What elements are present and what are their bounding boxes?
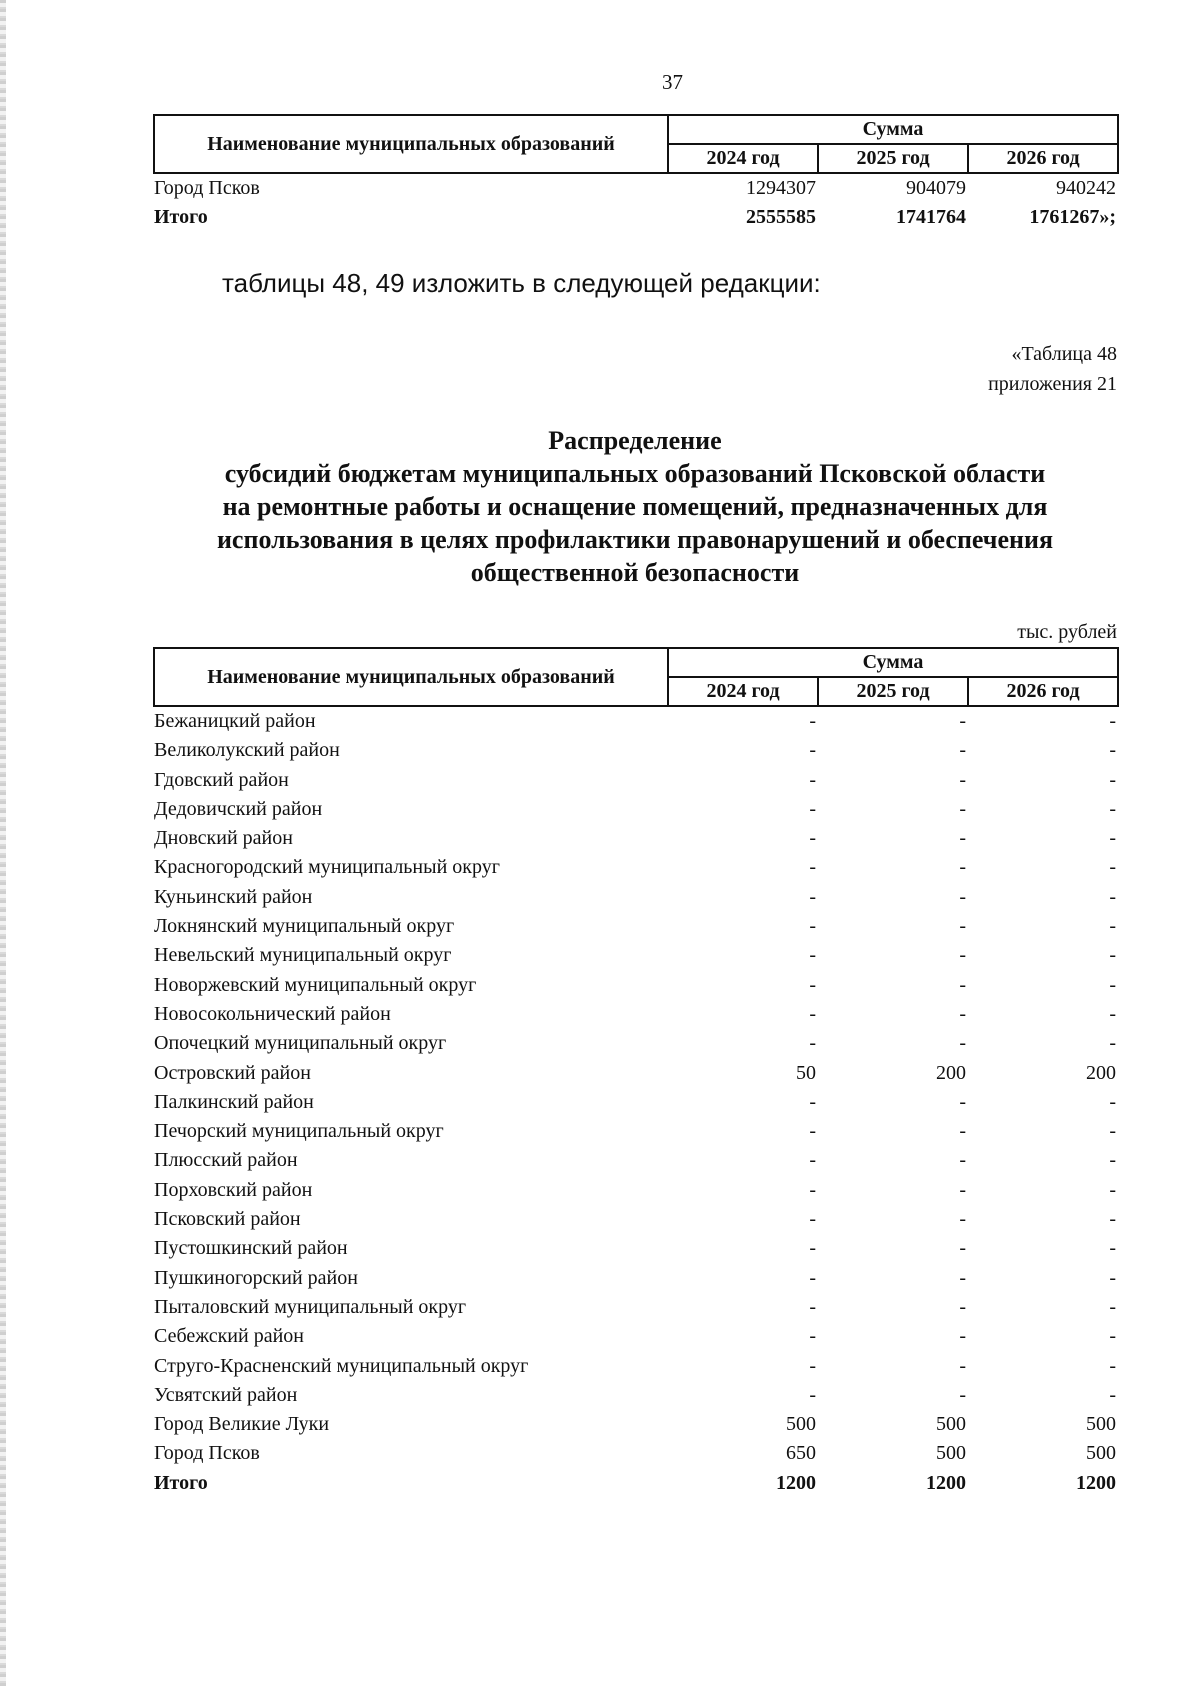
amount-2026: 500 bbox=[1086, 1442, 1116, 1465]
table-row bbox=[154, 1000, 1118, 1029]
amount-2025: - bbox=[959, 973, 966, 996]
amount-2026: - bbox=[1109, 915, 1116, 938]
amount-2026: - bbox=[1109, 1120, 1116, 1143]
amount-2026: - bbox=[1109, 1149, 1116, 1172]
amount-2025: - bbox=[959, 1120, 966, 1143]
amount-2024: - bbox=[809, 827, 816, 850]
table-reference bbox=[988, 339, 1117, 399]
amount-2024: 650 bbox=[786, 1442, 816, 1465]
amount-2025: - bbox=[959, 885, 966, 908]
municipality-name: Дедовичский район bbox=[154, 797, 323, 820]
amount-2026: - bbox=[1109, 1178, 1116, 1201]
header-sum: Сумма bbox=[668, 115, 1118, 144]
subsidy-table-48 bbox=[153, 647, 1119, 1498]
title-line: Распределение bbox=[548, 426, 722, 455]
municipality-name: Город Псков bbox=[154, 1442, 260, 1465]
subsidy-table-previous bbox=[153, 114, 1119, 233]
header-year-2026: 2026 год bbox=[968, 144, 1118, 173]
amount-2025: - bbox=[959, 739, 966, 762]
amount-2024: 1294307 bbox=[746, 177, 816, 199]
table-row bbox=[154, 1234, 1118, 1263]
table-row bbox=[154, 766, 1118, 795]
table-row bbox=[154, 706, 1118, 736]
amount-2025: - bbox=[959, 1383, 966, 1406]
table-row bbox=[154, 1029, 1118, 1058]
municipality-name: Великолукский район bbox=[154, 739, 340, 762]
table-row bbox=[154, 1205, 1118, 1234]
municipality-name: Себежский район bbox=[154, 1325, 304, 1348]
table-row bbox=[154, 1264, 1118, 1293]
table-row bbox=[154, 795, 1118, 824]
amount-2026: - bbox=[1109, 1354, 1116, 1377]
title-line: общественной безопасности bbox=[470, 558, 800, 587]
municipality-name: Новоржевский муниципальный округ bbox=[154, 973, 477, 996]
municipality-name: Красногородский муниципальный округ bbox=[154, 856, 500, 879]
table-row bbox=[154, 1059, 1118, 1088]
municipality-name: Локнянский муниципальный округ bbox=[154, 915, 455, 938]
amount-2025: - bbox=[959, 1354, 966, 1377]
amount-2026: - bbox=[1109, 856, 1116, 879]
amount-2026: - bbox=[1109, 1383, 1116, 1406]
header-year-2024: 2024 год bbox=[668, 677, 818, 706]
document-title bbox=[150, 424, 1120, 589]
amount-2024: - bbox=[809, 1295, 816, 1318]
amount-2024: - bbox=[809, 739, 816, 762]
municipality-name: Новосокольнический район bbox=[154, 1002, 391, 1025]
table-row bbox=[154, 1293, 1118, 1322]
amount-2025: - bbox=[959, 710, 966, 732]
municipality-name: Бежаницкий район bbox=[154, 710, 316, 732]
amount-2026: - bbox=[1109, 1325, 1116, 1348]
table-row bbox=[154, 1088, 1118, 1117]
municipality-name: Куньинский район bbox=[154, 885, 313, 908]
table-reference-line: «Таблица 48 bbox=[1011, 343, 1117, 365]
header-municipality: Наименование муниципальных образований bbox=[154, 648, 668, 706]
table-row bbox=[154, 1439, 1118, 1468]
table-row bbox=[154, 736, 1118, 765]
amount-2024: 2555585 bbox=[746, 206, 816, 229]
municipality-name: Плюсский район bbox=[154, 1149, 298, 1172]
amount-2024: - bbox=[809, 1002, 816, 1025]
municipality-name: Невельский муниципальный округ bbox=[154, 944, 452, 967]
amount-2026: - bbox=[1109, 1002, 1116, 1025]
amount-2025: 1741764 bbox=[896, 206, 966, 229]
amount-2025: - bbox=[959, 1208, 966, 1231]
amount-2026: - bbox=[1109, 1295, 1116, 1318]
table-reference-line: приложения 21 bbox=[988, 373, 1117, 395]
amount-2025: - bbox=[959, 1325, 966, 1348]
amount-2026: 500 bbox=[1086, 1413, 1116, 1436]
amount-2024: - bbox=[809, 1237, 816, 1260]
table-row bbox=[154, 941, 1118, 970]
amount-2024: - bbox=[809, 1120, 816, 1143]
amount-2025: 500 bbox=[936, 1442, 966, 1465]
table-row bbox=[154, 1381, 1118, 1410]
municipality-name: Итого bbox=[154, 206, 208, 229]
amount-2025: - bbox=[959, 1295, 966, 1318]
amount-2024: - bbox=[809, 1090, 816, 1113]
table-row bbox=[154, 1117, 1118, 1146]
amount-2024: - bbox=[809, 768, 816, 791]
table-body bbox=[154, 706, 1118, 1498]
amount-2024: - bbox=[809, 1354, 816, 1377]
table-row bbox=[154, 883, 1118, 912]
amount-2024: - bbox=[809, 1266, 816, 1289]
municipality-name: Итого bbox=[154, 1471, 208, 1494]
amount-2024: - bbox=[809, 1325, 816, 1348]
amount-2025: - bbox=[959, 856, 966, 879]
amount-2025: - bbox=[959, 1090, 966, 1113]
amount-2024: 50 bbox=[796, 1061, 816, 1084]
amount-2026: - bbox=[1109, 1208, 1116, 1231]
amount-2024: - bbox=[809, 1149, 816, 1172]
table-body bbox=[154, 173, 1118, 233]
header-year-2026: 2026 год bbox=[968, 677, 1118, 706]
municipality-name: Порховский район bbox=[154, 1178, 313, 1201]
amount-2025: 200 bbox=[936, 1061, 966, 1084]
table-row bbox=[154, 912, 1118, 941]
amount-2026: 1200 bbox=[1076, 1471, 1116, 1494]
amount-2024: - bbox=[809, 973, 816, 996]
header-sum: Сумма bbox=[668, 648, 1118, 677]
header-year-2025: 2025 год bbox=[818, 677, 968, 706]
amount-2024: - bbox=[809, 797, 816, 820]
title-line: использования в целях профилактики правонарушений и обеспечения bbox=[216, 525, 1054, 554]
municipality-name: Город Великие Луки bbox=[154, 1413, 330, 1436]
municipality-name: Город Псков bbox=[154, 177, 260, 199]
amount-2025: - bbox=[959, 944, 966, 967]
municipality-name: Струго-Красненский муниципальный округ bbox=[154, 1354, 529, 1377]
municipality-name: Палкинский район bbox=[154, 1090, 314, 1113]
amount-2025: - bbox=[959, 797, 966, 820]
municipality-name: Гдовский район bbox=[154, 768, 289, 791]
amendment-note: таблицы 48, 49 изложить в следующей редакции: bbox=[222, 268, 821, 298]
amount-2025: - bbox=[959, 1178, 966, 1201]
municipality-name: Пушкиногорский район bbox=[154, 1266, 358, 1289]
amount-2025: 904079 bbox=[906, 177, 966, 199]
amount-2026: - bbox=[1109, 710, 1116, 732]
amount-2026: - bbox=[1109, 1090, 1116, 1113]
amount-2024: - bbox=[809, 710, 816, 732]
page-number: 37 bbox=[662, 70, 683, 94]
amount-2024: - bbox=[809, 915, 816, 938]
unit-label: тыс. рублей bbox=[1017, 621, 1117, 643]
amount-2024: 500 bbox=[786, 1413, 816, 1436]
table-row bbox=[154, 173, 1118, 203]
amount-2025: - bbox=[959, 1032, 966, 1055]
table-row bbox=[154, 1322, 1118, 1351]
table-row bbox=[154, 1352, 1118, 1381]
total-row bbox=[154, 203, 1118, 232]
table-row bbox=[154, 1146, 1118, 1175]
amount-2024: - bbox=[809, 1383, 816, 1406]
amount-2024: - bbox=[809, 856, 816, 879]
header-municipality: Наименование муниципальных образований bbox=[154, 115, 668, 173]
amount-2025: - bbox=[959, 827, 966, 850]
municipality-name: Пустошкинский район bbox=[154, 1237, 348, 1260]
header-year-2024: 2024 год bbox=[668, 144, 818, 173]
amount-2024: - bbox=[809, 1178, 816, 1201]
table-row bbox=[154, 1410, 1118, 1439]
amount-2025: - bbox=[959, 1149, 966, 1172]
amount-2025: - bbox=[959, 1266, 966, 1289]
amount-2026: - bbox=[1109, 768, 1116, 791]
amount-2026: 1761267»; bbox=[1029, 206, 1116, 229]
amount-2025: - bbox=[959, 1237, 966, 1260]
title-line: на ремонтные работы и оснащение помещений, предназначенных для bbox=[222, 492, 1048, 521]
municipality-name: Опочецкий муниципальный округ bbox=[154, 1032, 447, 1055]
total-row bbox=[154, 1469, 1118, 1498]
amount-2024: - bbox=[809, 885, 816, 908]
amount-2025: - bbox=[959, 1002, 966, 1025]
amount-2026: - bbox=[1109, 1266, 1116, 1289]
amount-2025: 500 bbox=[936, 1413, 966, 1436]
municipality-name: Печорский муниципальный округ bbox=[154, 1120, 444, 1143]
amount-2026: 200 bbox=[1086, 1061, 1116, 1084]
municipality-name: Псковский район bbox=[154, 1208, 301, 1231]
table-row bbox=[154, 971, 1118, 1000]
amount-2026: 940242 bbox=[1056, 177, 1116, 199]
amount-2026: - bbox=[1109, 797, 1116, 820]
amount-2025: - bbox=[959, 915, 966, 938]
municipality-name: Островский район bbox=[154, 1061, 311, 1084]
header-year-2025: 2025 год bbox=[818, 144, 968, 173]
amount-2024: - bbox=[809, 1032, 816, 1055]
amount-2026: - bbox=[1109, 827, 1116, 850]
amount-2025: 1200 bbox=[926, 1471, 966, 1494]
amount-2024: - bbox=[809, 944, 816, 967]
municipality-name: Дновский район bbox=[154, 827, 293, 850]
table-row bbox=[154, 1176, 1118, 1205]
amount-2026: - bbox=[1109, 1237, 1116, 1260]
amount-2026: - bbox=[1109, 739, 1116, 762]
amount-2025: - bbox=[959, 768, 966, 791]
amount-2026: - bbox=[1109, 973, 1116, 996]
municipality-name: Пыталовский муниципальный округ bbox=[154, 1295, 467, 1318]
amount-2024: - bbox=[809, 1208, 816, 1231]
municipality-name: Усвятский район bbox=[154, 1383, 298, 1406]
title-line: субсидий бюджетам муниципальных образований Псковской области bbox=[224, 459, 1046, 488]
amount-2024: 1200 bbox=[776, 1471, 816, 1494]
amount-2026: - bbox=[1109, 944, 1116, 967]
amount-2026: - bbox=[1109, 885, 1116, 908]
scan-edge bbox=[0, 0, 6, 1686]
table-row bbox=[154, 853, 1118, 882]
amount-2026: - bbox=[1109, 1032, 1116, 1055]
table-row bbox=[154, 824, 1118, 853]
